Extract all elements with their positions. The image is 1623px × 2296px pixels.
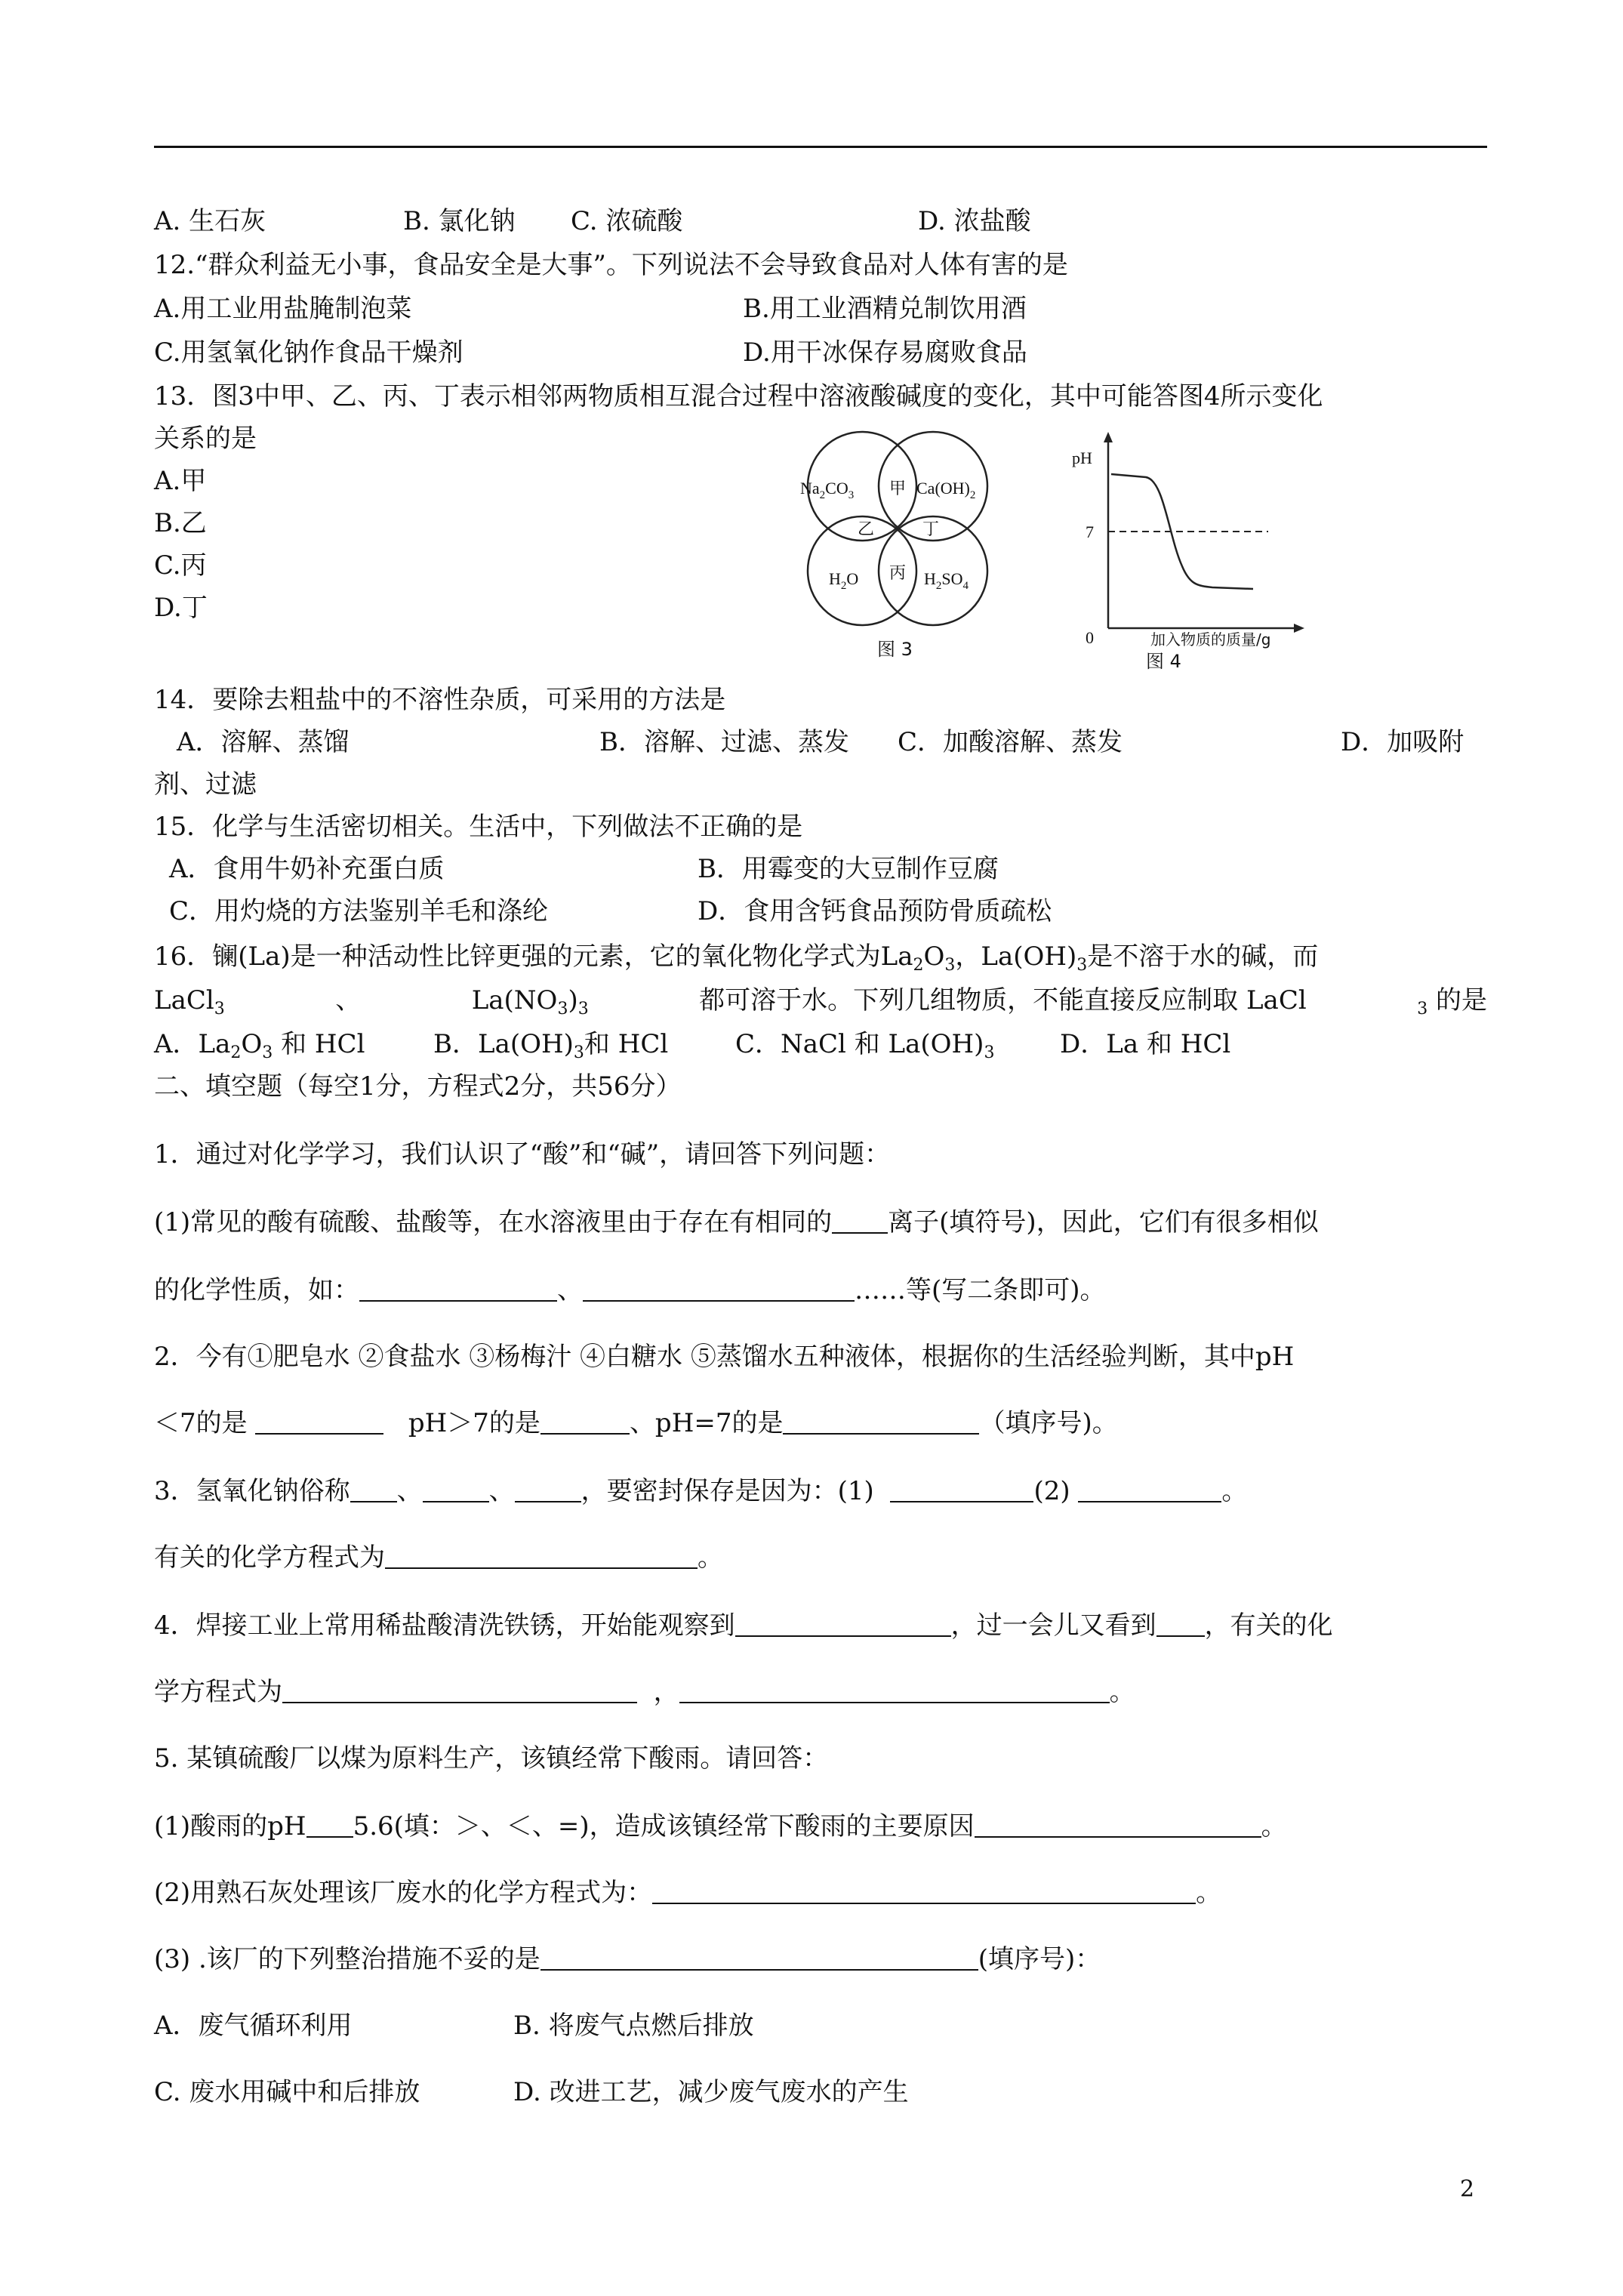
- q15-option-d: D．食用含钙食品预防骨质疏松: [698, 896, 1052, 926]
- q13-stem-cont: 关系的是: [154, 424, 257, 454]
- fq5-blank-equation[interactable]: [652, 1875, 1196, 1904]
- fq2-blank-neutral[interactable]: [783, 1406, 979, 1435]
- fq2-line2: ＜7的是 pH＞7的是 、pH=7的是 （填序号)。: [154, 1406, 1118, 1441]
- figure-3-and-4: [785, 430, 1313, 672]
- q13-option-d: D.丁: [154, 593, 208, 623]
- figure-3-caption: 图 3: [877, 639, 913, 660]
- label-yi: 乙: [858, 520, 875, 539]
- label-na2co3: $Na_2CO_3$: [800, 479, 855, 501]
- q16-option-d: D．La 和 HCl: [1060, 1029, 1231, 1059]
- q15-option-c: C．用灼烧的方法鉴别羊毛和涤纶: [169, 896, 549, 926]
- fq5-part2: (2)用熟石灰处理该厂废水的化学方程式为： 。: [154, 1875, 1221, 1910]
- label-jia: 甲: [889, 479, 907, 498]
- q13-option-c: C.丙: [154, 550, 207, 581]
- fq3-blank-reason1[interactable]: [890, 1474, 1033, 1502]
- fq2-blank-acidic[interactable]: [255, 1406, 383, 1435]
- q11-option-a: A. 生石灰: [154, 206, 266, 236]
- q16-option-c: C．NaCl 和 $La(OH)_3$: [735, 1029, 995, 1062]
- q11-option-c: C. 浓硫酸: [571, 206, 683, 236]
- q14-option-d: D．加吸附: [1341, 727, 1464, 757]
- fq1-part2: 的化学性质，如： 、 ……等(写二条即可)。: [154, 1273, 1106, 1308]
- fq3-blank-equation[interactable]: [385, 1540, 698, 1569]
- figure-4-caption: 图 4: [1146, 651, 1181, 672]
- fq4-blank-equation2[interactable]: [679, 1675, 1110, 1703]
- fq5-part1: (1)酸雨的pH 5.6(填：＞、＜、=)，造成该镇经常下酸雨的主要原因 。: [154, 1809, 1287, 1844]
- figure-4: [1104, 432, 1304, 633]
- q16-option-b: B．$La(OH)_3$和 HCl: [433, 1029, 669, 1062]
- fig4-xlabel: 加入物质的质量/g: [1150, 630, 1271, 649]
- fq2-line1: 2．今有①肥皂水 ②食盐水 ③杨梅汁 ④白糖水 ⑤蒸馏水五种液体，根据你的生活经验判断，其中pH: [154, 1342, 1295, 1372]
- fq1-stem: 1．通过对化学学习，我们认识了“酸”和“碱”，请回答下列问题：: [154, 1139, 891, 1170]
- label-caoh2: $Ca(OH)_2$: [916, 479, 976, 501]
- q14-option-b: B．溶解、过滤、蒸发: [599, 727, 849, 757]
- q14-option-a: A．溶解、蒸馏: [177, 727, 350, 757]
- figure-3: [808, 432, 987, 625]
- fq3-line2: 有关的化学方程式为 。: [154, 1540, 723, 1575]
- q16-option-a: A．$La_2O_3$ 和 HCl: [154, 1029, 365, 1062]
- fq3-blank-name3[interactable]: [515, 1474, 581, 1502]
- q11-option-b: B. 氯化钠: [403, 206, 516, 236]
- q14-stem: 14．要除去粗盐中的不溶性杂质，可采用的方法是: [154, 685, 726, 715]
- q14-option-d-cont: 剂、过滤: [154, 769, 257, 800]
- fq2-blank-basic[interactable]: [540, 1406, 630, 1435]
- y-axis-arrow: [1104, 432, 1113, 442]
- section2-heading: 二、填空题（每空1分，方程式2分，共56分）: [154, 1071, 682, 1102]
- q15-option-a: A．食用牛奶补充蛋白质: [169, 854, 445, 884]
- q12-stem: 12.“群众利益无小事，食品安全是大事”。下列说法不会导致食品对人体有害的是: [154, 250, 1068, 280]
- fig4-origin: 0: [1086, 628, 1094, 647]
- fq5-blank-ph[interactable]: [306, 1809, 353, 1838]
- fq3-blank-reason2[interactable]: [1078, 1474, 1221, 1502]
- header-rule: [154, 146, 1487, 148]
- x-axis-arrow: [1294, 624, 1304, 633]
- label-h2so4: $H_2SO_4$: [924, 569, 969, 592]
- fq5-part3: (3) .该厂的下列整治措施不妥的是 (填序号)：: [154, 1942, 1101, 1977]
- fq4-line1: 4．焊接工业上常用稀盐酸清洗铁锈，开始能观察到 ，过一会儿又看到 ，有关的化: [154, 1608, 1333, 1643]
- fq4-blank-observe1[interactable]: [735, 1608, 951, 1637]
- label-ding: 丁: [922, 520, 940, 539]
- page-number: 2: [1460, 2176, 1475, 2202]
- q15-option-b: B．用霉变的大豆制作豆腐: [698, 854, 999, 884]
- q12-option-b: B.用工业酒精兑制饮用酒: [743, 294, 1027, 324]
- fq5-stem: 5. 某镇硫酸厂以煤为原料生产，该镇经常下酸雨。请回答：: [154, 1743, 829, 1774]
- q16-line1: 16．镧(La)是一种活动性比锌更强的元素，它的氧化物化学式为$La_2O_3$，$La(OH)_3$是不溶于水的碱，而: [154, 942, 1319, 975]
- fq4-line2: 学方程式为 ， 。: [154, 1675, 1135, 1709]
- q13-option-a: A.甲: [154, 466, 207, 496]
- fq5-option-d: D. 改进工艺，减少废气废水的产生: [513, 2077, 909, 2107]
- fq3-blank-name2[interactable]: [423, 1474, 489, 1502]
- label-bing: 丙: [889, 564, 907, 583]
- fq1-blank-property1[interactable]: [359, 1273, 557, 1302]
- fig4-y-tick-7: 7: [1086, 522, 1094, 541]
- fq5-blank-cause[interactable]: [975, 1809, 1261, 1838]
- fq1-blank-property2[interactable]: [583, 1273, 855, 1302]
- q16-line2: LaCl$_3$ 、 $La(NO_3)_3$ 都可溶于水。下列几组物质，不能直接反应制取 LaCl $_3$ 的是: [154, 985, 1487, 1019]
- q12-option-d: D.用干冰保存易腐败食品: [743, 337, 1027, 368]
- q12-option-a: A.用工业用盐腌制泡菜: [154, 294, 412, 324]
- fq5-option-b: B. 将废气点燃后排放: [513, 2011, 754, 2041]
- q13-figures: [785, 430, 1313, 672]
- q13-option-b: B.乙: [154, 508, 207, 538]
- fq5-option-c: C. 废水用碱中和后排放: [154, 2077, 420, 2107]
- fq1-part1: (1)常见的酸有硫酸、盐酸等，在水溶液里由于存在有相同的 离子(填符号)，因此，它们有很多相似: [154, 1205, 1319, 1240]
- fq5-option-a: A．废气循环利用: [154, 2011, 353, 2041]
- fq3-line1: 3．氢氧化钠俗称 、 、 ，要密封保存是因为：(1) (2) 。: [154, 1474, 1247, 1509]
- fq5-blank-choice[interactable]: [540, 1942, 978, 1971]
- q14-option-c: C．加酸溶解、蒸发: [898, 727, 1123, 757]
- fq4-blank-observe2[interactable]: [1156, 1608, 1205, 1637]
- label-h2o: $H_2O$: [829, 569, 859, 592]
- fq1-blank-ion[interactable]: [832, 1205, 888, 1234]
- q11-option-d: D. 浓盐酸: [918, 206, 1031, 236]
- q13-stem: 13．图3中甲、乙、丙、丁表示相邻两物质相互混合过程中溶液酸碱度的变化，其中可能答图4所示变化: [154, 381, 1323, 411]
- fig4-ylabel: pH: [1072, 448, 1092, 467]
- fq3-blank-name1[interactable]: [350, 1474, 397, 1502]
- q12-option-c: C.用氢氧化钠作食品干燥剂: [154, 337, 463, 368]
- q15-stem: 15．化学与生活密切相关。生活中，下列做法不正确的是: [154, 812, 803, 842]
- fq4-blank-equation1[interactable]: [282, 1675, 637, 1703]
